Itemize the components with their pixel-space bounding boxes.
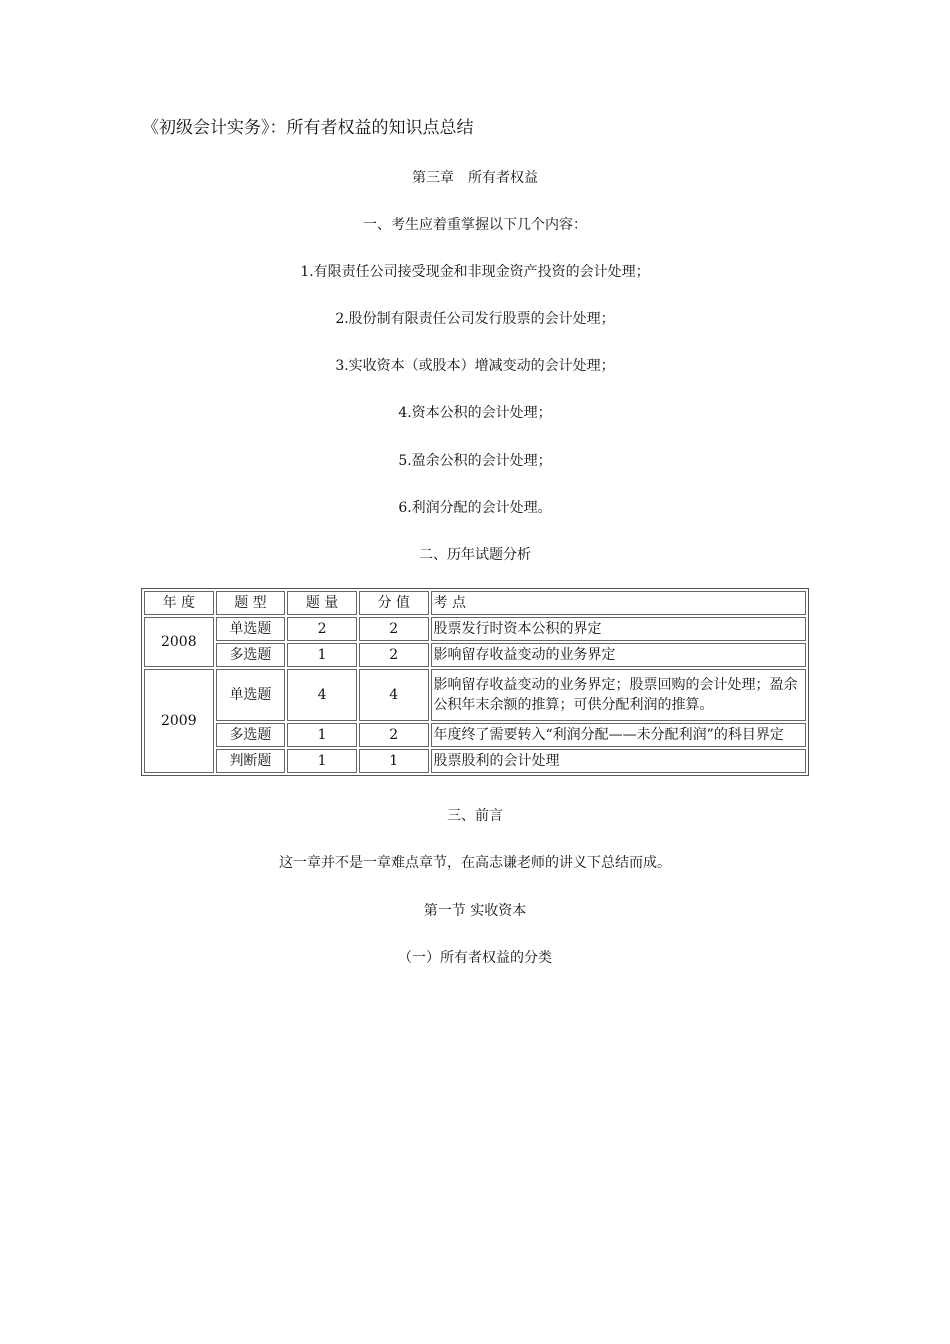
section-heading-exam-analysis: 二、历年试题分析	[419, 547, 531, 563]
table-row	[144, 643, 806, 667]
chapter-heading: 第三章 所有者权益	[412, 170, 538, 186]
table-cell: 2	[359, 723, 429, 747]
table-header-cell: 题 型	[216, 591, 286, 615]
table-header-cell: 年 度	[144, 591, 214, 615]
table-cell: 1	[287, 643, 357, 667]
table-cell: 4	[359, 669, 429, 721]
preface-text: 这一章并不是一章难点章节，在高志谦老师的讲义下总结而成。	[279, 855, 671, 871]
table-row	[144, 617, 806, 641]
table-header-cell: 题 量	[287, 591, 357, 615]
table-cell: 4	[287, 669, 357, 721]
list-item: 1.有限责任公司接受现金和非现金资产投资的会计处理；	[300, 264, 650, 280]
table-cell: 2	[359, 617, 429, 641]
table-row	[144, 749, 806, 773]
table-cell: 1	[287, 723, 357, 747]
list-item: 5.盈余公积的会计处理；	[398, 453, 552, 469]
section-node-heading: 第一节 实收资本	[423, 903, 527, 919]
table-cell: 1	[359, 749, 429, 773]
table-cell: 单选题	[216, 669, 286, 721]
table-row	[144, 669, 806, 721]
table-row	[144, 723, 806, 747]
table-cell: 影响留存收益变动的业务界定	[431, 643, 807, 667]
subsection-heading: （一）所有者权益的分类	[398, 950, 552, 966]
table-header-cell: 考 点	[431, 591, 807, 615]
table-cell: 1	[287, 749, 357, 773]
section-heading-key-points: 一、考生应着重掌握以下几个内容：	[363, 217, 587, 233]
table-header-cell: 分 值	[359, 591, 429, 615]
table-cell: 多选题	[216, 643, 286, 667]
table-cell: 单选题	[216, 617, 286, 641]
table-cell: 年度终了需要转入“利润分配——未分配利润”的科目界定	[431, 723, 807, 747]
table-cell: 多选题	[216, 723, 286, 747]
list-item: 3.实收资本（或股本）增减变动的会计处理；	[335, 358, 615, 374]
table-cell: 2	[287, 617, 357, 641]
table-cell: 股票发行时资本公积的界定	[431, 617, 807, 641]
document-title: 《初级会计实务》：所有者权益的知识点总结	[142, 118, 474, 138]
table-cell: 股票股利的会计处理	[431, 749, 807, 773]
section-heading-preface: 三、前言	[447, 808, 503, 824]
table-cell: 2	[359, 643, 429, 667]
table-cell: 判断题	[216, 749, 286, 773]
list-item: 6.利润分配的会计处理。	[398, 500, 552, 516]
table-cell-year: 2009	[144, 669, 214, 773]
list-item: 4.资本公积的会计处理；	[398, 405, 552, 421]
list-item: 2.股份制有限责任公司发行股票的会计处理；	[335, 311, 615, 327]
exam-analysis-table	[141, 588, 809, 776]
table-header-row	[144, 591, 806, 615]
table-cell: 影响留存收益变动的业务界定；股票回购的会计处理；盈余公积年末余额的推算；可供分配利润的推算。	[431, 669, 807, 721]
table-cell-year: 2008	[144, 617, 214, 667]
